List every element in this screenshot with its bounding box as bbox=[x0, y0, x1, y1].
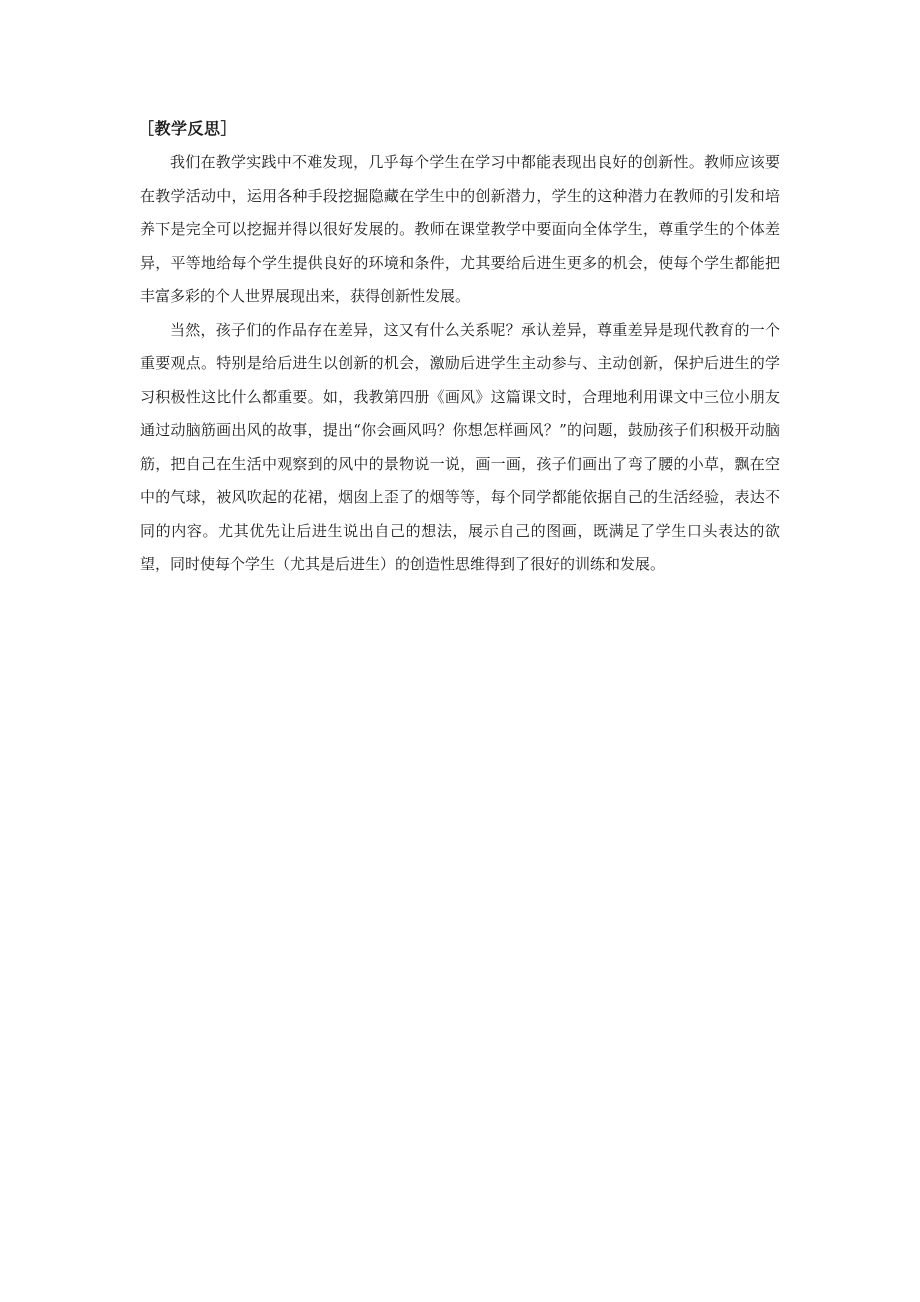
section-heading: ［教学反思］ bbox=[138, 119, 238, 138]
paragraph-2: 当然，孩子们的作品存在差异，这又有什么关系呢？承认差异，尊重差异是现代教育的一个重要观点。特别是给后进生以创新的机会，激励后进学生主动参与、主动创新，保护后进生的学习积极性这比什么都重要。如，我教第四册《画风》这篇课文时，合理地利用课文中三位小朋友通过动脑筋画出风的故事，提出“你会画风吗？你想怎样画风？”的问题，鼓励孩子们积极开动脑筋，把自己在生活中观察到的风中的景物说一说，画一画，孩子们画出了弯了腰的小草，飘在空中的气球，被风吹起的花裙，烟囱上歪了的烟等等，每个同学都能依据自己的生活经验，表达不同的内容。尤其优先让后进生说出自己的想法，展示自己的图画，既满足了学生口头表达的欲望，同时使每个学生（尤其是后进生）的创造性思维得到了很好的训练和发展。 bbox=[140, 320, 780, 573]
paragraph-1: 我们在教学实践中不难发现，几乎每个学生在学习中都能表现出良好的创新性。教师应该要在教学活动中，运用各种手段挖掘隐藏在学生中的创新潜力，学生的这种潜力在教师的引发和培养下是完全可以挖掘并得以很好发展的。教师在课堂教学中要面向全体学生，尊重学生的个体差异，平等地给每个学生提供良好的环境和条件，尤其要给后进生更多的机会，使每个学生都能把丰富多彩的个人世界展现出来，获得创新性发展。 bbox=[140, 153, 780, 305]
document-body bbox=[140, 112, 780, 582]
